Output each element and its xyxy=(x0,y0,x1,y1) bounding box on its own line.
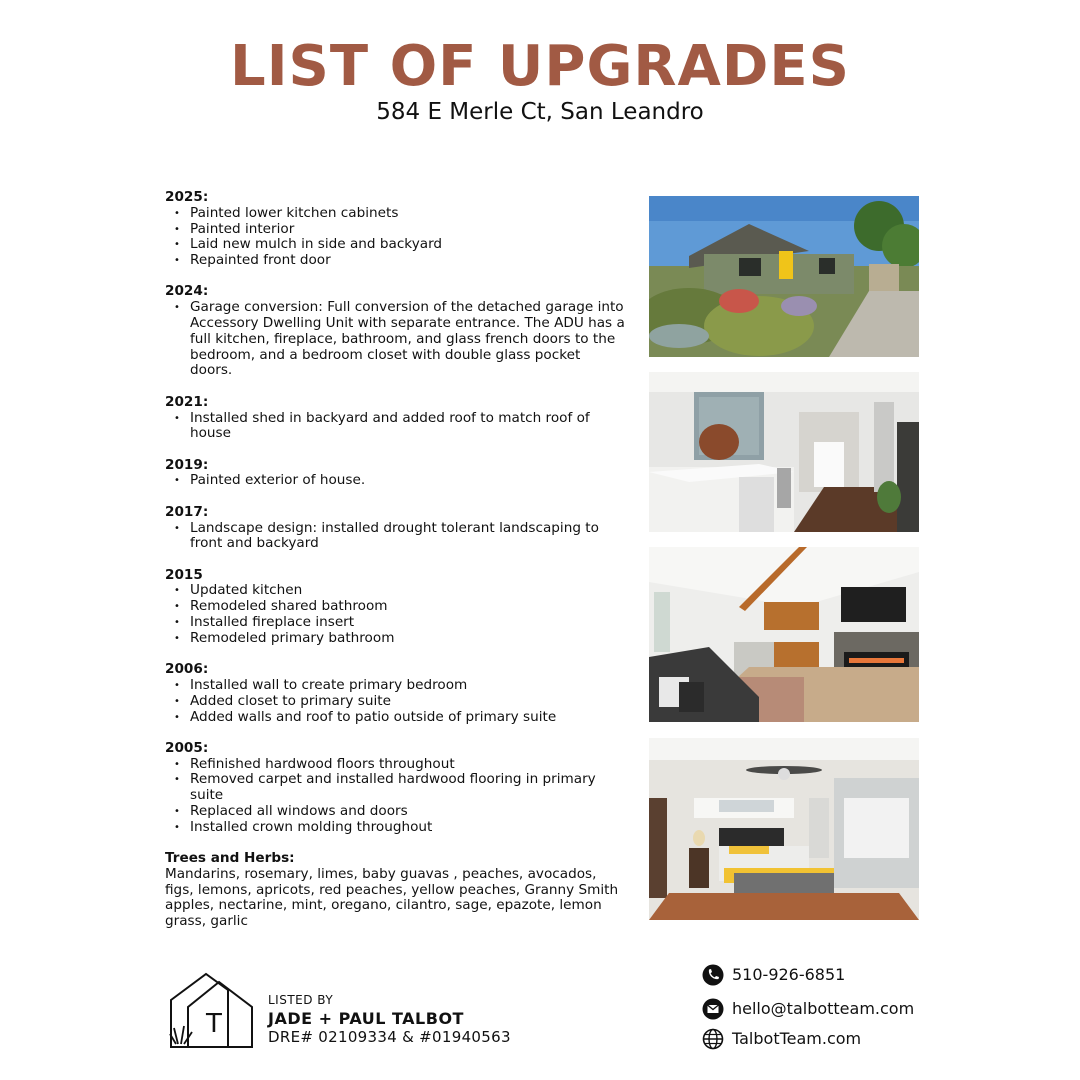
list-item: • Remodeled primary bathroom xyxy=(190,631,625,647)
list-item: • Repainted front door xyxy=(190,253,625,269)
upgrade-items xyxy=(165,300,625,379)
list-item: • Painted lower kitchen cabinets xyxy=(190,206,625,222)
section-year: 2025: xyxy=(165,189,209,205)
phone-number[interactable]: 510-926-6851 xyxy=(732,965,846,984)
upgrade-items xyxy=(165,521,625,553)
section-year: 2019: xyxy=(165,456,209,473)
agent-names: JADE + PAUL TALBOT xyxy=(268,1009,464,1028)
list-item: • Added closet to primary suite xyxy=(190,694,625,710)
section-year: 2005: xyxy=(165,739,209,756)
primary-bedroom-photo xyxy=(649,738,919,920)
contact-email xyxy=(702,998,914,1020)
property-address: 584 E Merle Ct, San Leandro xyxy=(376,99,704,125)
adu-living-room-photo xyxy=(649,547,919,722)
upgrade-section xyxy=(165,458,625,490)
upgrade-section xyxy=(165,395,625,442)
listed-by-block xyxy=(268,991,511,1046)
section-year: 2006: xyxy=(165,661,209,678)
upgrade-section xyxy=(165,662,625,725)
trees-title: Trees and Herbs: xyxy=(165,850,295,867)
logo-letter: T xyxy=(206,1009,222,1039)
list-item: • Added walls and roof to patio outside of primary suite xyxy=(190,710,625,726)
upgrades-list xyxy=(165,190,625,946)
list-item: • Garage conversion: Full conversion of the detached garage into Accessory Dwelling Unit with separate entrance. The ADU has a full kitchen, fireplace, bathroom, and glass french doors to the bedroom, and a bedroom closet with double glass pocket doors. xyxy=(190,300,625,379)
upgrade-items xyxy=(165,757,625,836)
list-item: • Installed wall to create primary bedroom xyxy=(190,678,625,694)
section-year: 2015 xyxy=(165,566,203,583)
list-item: • Updated kitchen xyxy=(190,583,625,599)
upgrade-items xyxy=(165,583,625,646)
upgrade-items xyxy=(165,411,625,443)
kitchen-photo xyxy=(649,372,919,532)
mail-icon xyxy=(702,998,724,1020)
upgrade-section xyxy=(165,741,625,836)
list-item: • Replaced all windows and doors xyxy=(190,804,625,820)
upgrade-items xyxy=(165,678,625,725)
list-item: • Refinished hardwood floors throughout xyxy=(190,757,625,773)
upgrade-section xyxy=(165,284,625,379)
upgrade-section xyxy=(165,190,625,269)
contact-phone xyxy=(702,964,845,986)
contact-website xyxy=(702,1028,861,1050)
globe-icon xyxy=(702,1028,724,1050)
list-item: • Landscape design: installed drought tolerant landscaping to front and backyard xyxy=(190,521,625,553)
phone-icon xyxy=(702,964,724,986)
upgrade-items xyxy=(165,473,625,489)
list-item: • Removed carpet and installed hardwood flooring in primary suite xyxy=(190,772,625,804)
website-link[interactable]: TalbotTeam.com xyxy=(732,1029,862,1048)
list-item: • Painted interior xyxy=(190,222,625,238)
list-item: • Remodeled shared bathroom xyxy=(190,599,625,615)
list-item: • Installed shed in backyard and added roof to match roof of house xyxy=(190,411,625,443)
page-title: LIST OF UPGRADES xyxy=(230,34,850,99)
upgrade-section xyxy=(165,505,625,552)
trees-text: Mandarins, rosemary, limes, baby guavas , peaches, avocados, figs, lemons, apricots, red peaches, yellow peaches, Granny Smith apples, nectarine, mint, oregano, cilantro, sage, epazote, lemon grass, garlic xyxy=(165,865,619,930)
house-exterior-photo xyxy=(649,196,919,357)
trees-section xyxy=(165,851,625,930)
list-item: • Laid new mulch in side and backyard xyxy=(190,237,625,253)
section-year: 2017: xyxy=(165,503,209,520)
upgrade-items xyxy=(165,206,625,269)
section-year: 2021: xyxy=(165,393,209,410)
talbot-logo xyxy=(168,970,256,1054)
list-item: • Installed crown molding throughout xyxy=(190,820,625,836)
list-item: • Painted exterior of house. xyxy=(190,473,625,489)
email-address[interactable]: hello@talbotteam.com xyxy=(732,999,915,1018)
section-year: 2024: xyxy=(165,283,209,300)
dre-numbers: DRE# 02109334 & #01940563 xyxy=(268,1028,511,1046)
list-item: • Installed fireplace insert xyxy=(190,615,625,631)
upgrade-section xyxy=(165,568,625,647)
listed-by-label: LISTED BY xyxy=(268,993,334,1007)
